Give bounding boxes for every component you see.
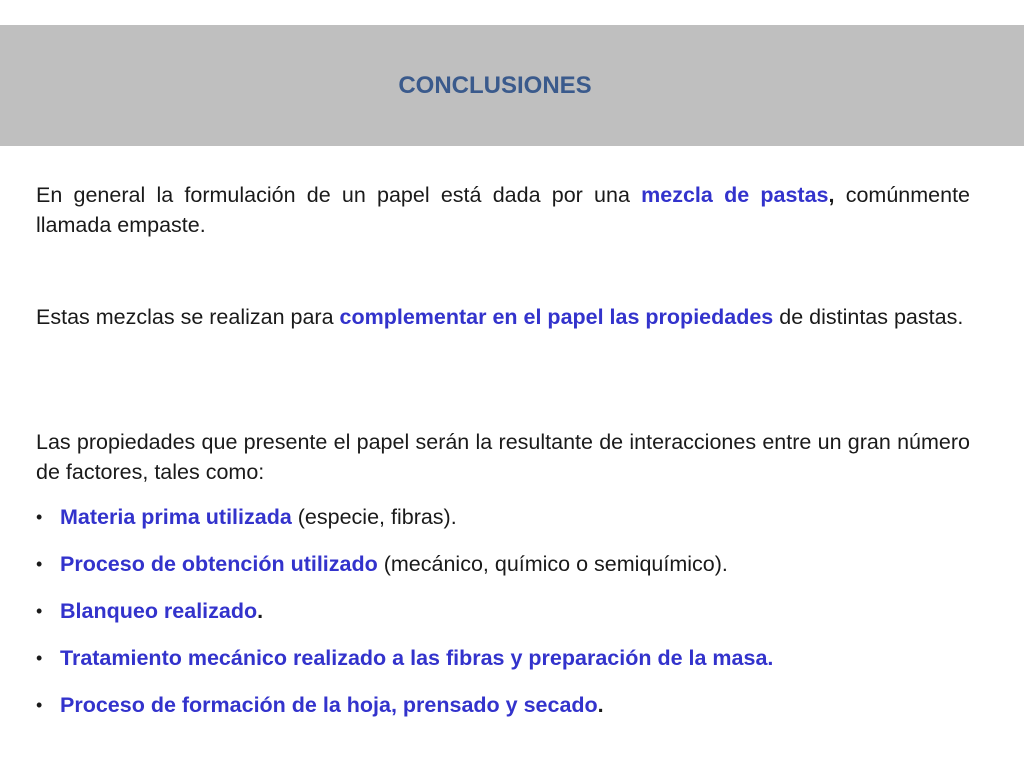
bullet-icon: • xyxy=(36,507,43,527)
list-item-text: (mecánico, químico o semiquímico). xyxy=(377,552,728,576)
factor-list xyxy=(36,502,970,737)
list-item-highlight: Proceso de formación de la hoja, prensado y secado xyxy=(60,693,598,717)
slide-title: CONCLUSIONES xyxy=(398,72,592,99)
list-item-highlight: Proceso de obtención utilizado xyxy=(60,552,378,576)
bullet-icon: • xyxy=(36,695,43,715)
list-item-highlight: Materia prima utilizada xyxy=(60,505,292,529)
list-item xyxy=(36,502,970,549)
paragraph-2-pre: Estas mezclas se realizan para xyxy=(36,305,340,329)
paragraph-1-post: comúnmente llamada empaste. xyxy=(36,183,971,237)
bullet-icon: • xyxy=(36,601,43,621)
paragraph-2-post: de distintas pastas. xyxy=(773,305,964,329)
paragraph-1-comma: , xyxy=(828,183,835,207)
list-item-highlight: Tratamiento mecánico realizado a las fibras y preparación de la masa. xyxy=(60,646,774,670)
list-item-text: (especie, fibras). xyxy=(291,505,457,529)
list-item xyxy=(36,690,970,737)
list-item-tail: . xyxy=(257,599,264,623)
list-item xyxy=(36,596,970,643)
list-item xyxy=(36,549,970,596)
list-item xyxy=(36,643,970,690)
paragraph-1-pre: En general la formulación de un papel está dada por una xyxy=(36,183,642,207)
bullet-icon: • xyxy=(36,554,43,574)
paragraph-2 xyxy=(36,302,970,332)
list-item-tail: . xyxy=(597,693,604,717)
paragraph-2-highlight: complementar en el papel las propiedades xyxy=(339,305,774,329)
bullet-icon: • xyxy=(36,648,43,668)
list-item-highlight: Blanqueo realizado xyxy=(60,599,258,623)
paragraph-3: Las propiedades que presente el papel serán la resultante de interacciones entre un gran número de factores, tales como: xyxy=(36,430,970,484)
paragraph-1-highlight: mezcla de pastas xyxy=(641,183,829,207)
paragraph-1 xyxy=(36,180,970,240)
